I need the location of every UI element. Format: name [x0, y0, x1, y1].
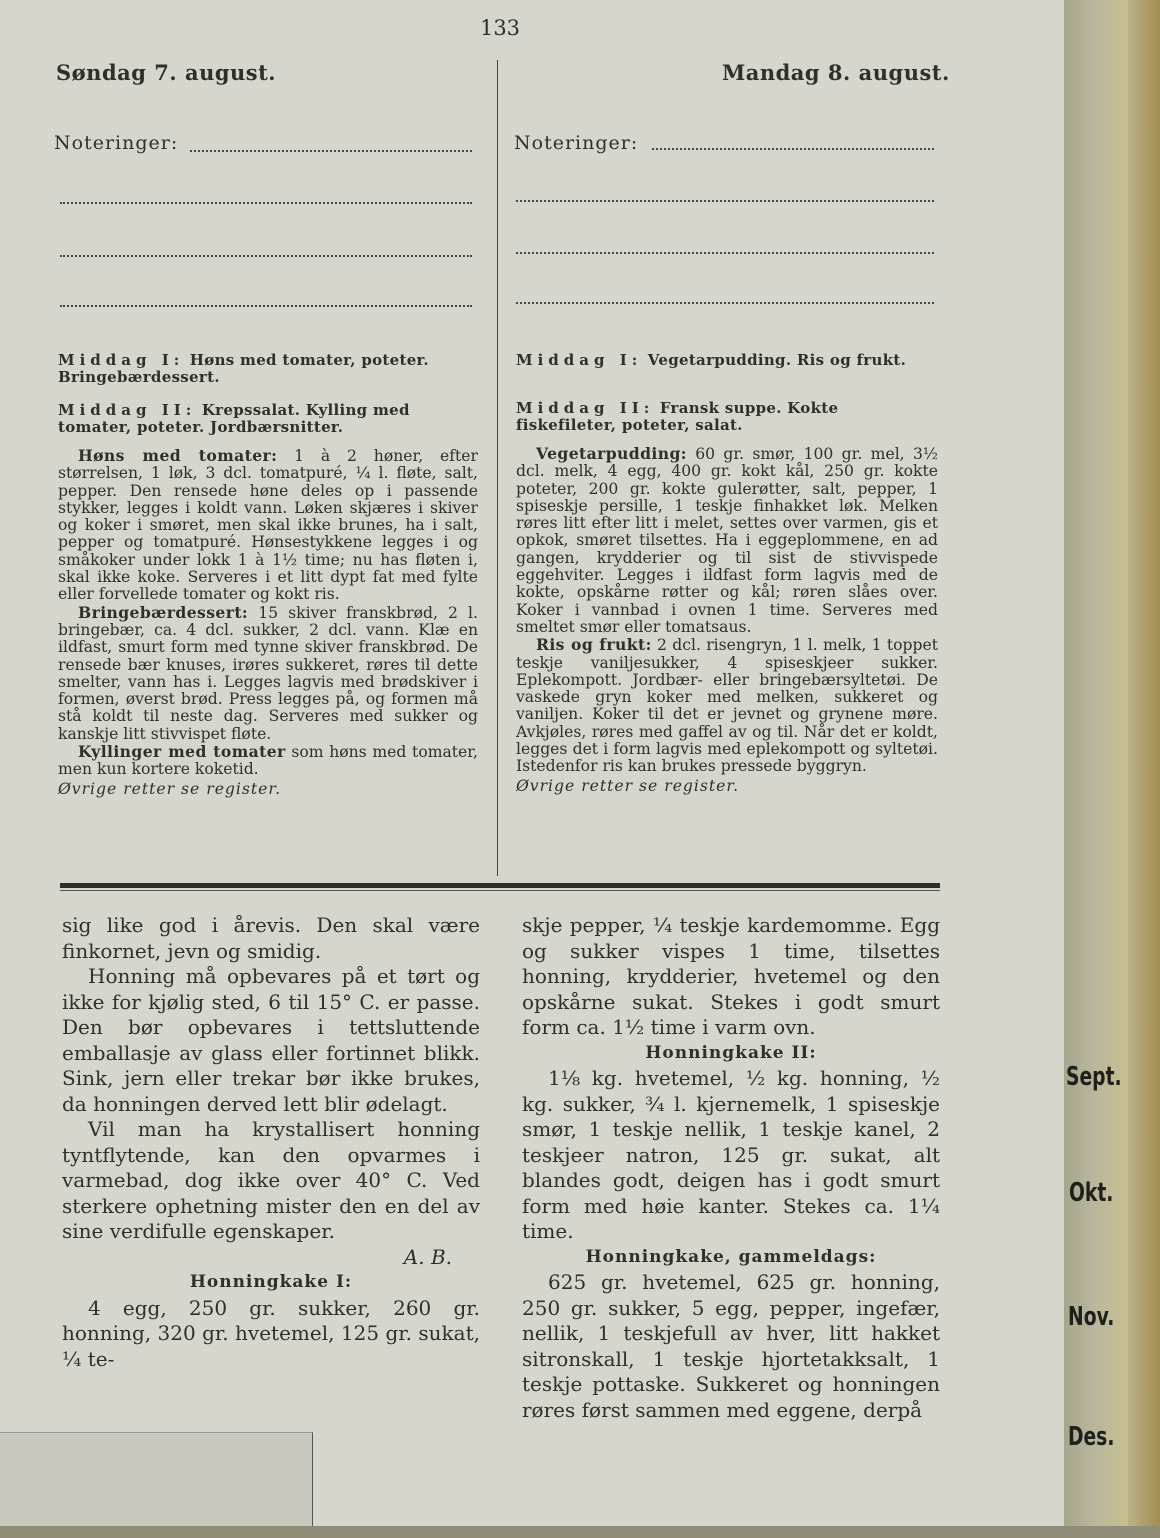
left-day-title: Søndag 7. august.	[56, 60, 277, 85]
middag-label: Middag I:	[516, 351, 643, 369]
recipe-vegetarpudding	[516, 445, 938, 636]
right-recipes	[516, 445, 938, 795]
right-middag-1	[516, 352, 938, 369]
paragraph: 4 egg, 250 gr. sukker, 260 gr. honning, 320 gr. hvetemel, 125 gr. sukat, ¼ te-	[62, 1295, 480, 1371]
recipe-text: som høns med tomater, men kun kortere koketid.	[58, 743, 478, 779]
tab-nov[interactable]: Nov.	[1068, 1302, 1115, 1332]
middag-label: Middag II:	[58, 401, 197, 419]
recipe-text: 1 à 2 høner, efter størrelsen, 1 løk, 3 dcl. tomatpuré, ¼ l. fløte, salt, pepper. Den rensede høne deles op i passende stykker, legges i koldt vann. Løken skjæres i skiver og koker i smøret, men skal ikke brunes, ha i salt, pepper og tomatpuré. Hønsestykkene legges i og småkoker under lokk 1 à 1½ time; nu has fløten i, skal ikke koke. Serveres i et litt dypt fat med fylte eller forvellede tomater og kokt ris.	[58, 447, 478, 604]
recipe-hons	[58, 447, 478, 604]
right-notes-label: Noteringer:	[514, 132, 639, 154]
middag-text: Krepssalat. Kylling med tomater, poteter. Jordbærsnitter.	[58, 401, 410, 436]
paragraph: Honning må opbevares på et tørt og ikke for kjølig sted, 6 til 15° C. er passe. Den bør opbevares i tettsluttende emballasje av glass eller fortinnet blikk. Sink, jern eller trekar bør ikke brukes, da honningen derved lett blir ødelagt.	[62, 964, 480, 1116]
left-recipes	[58, 447, 478, 798]
recipe-ris-og-frukt	[516, 636, 938, 775]
recipe-title: Ris og frukt:	[536, 635, 652, 655]
left-notes-line	[60, 255, 472, 257]
right-middag-2	[516, 400, 938, 434]
signature: A. B.	[403, 1244, 452, 1269]
recipe-text: 60 gr. smør, 100 gr. mel, 3½ dcl. melk, 4 egg, 400 gr. kokt kål, 250 gr. kokte poteter, 200 gr. kokte gulerøtter, salt, pepper, 1 spiseskje persille, 1 teskje finhakket løk. Melken røres litt efter litt i melet, settes over varmen, gis et opkok, smøret tilsettes. Ha i eggeplommene, en ad gangen, krydderier og til sist de stivvispede eggehviter. Legges i ildfast form lagvis med de kokte, opskårne røtter og kål; røren slåes over. Koker i vannbad i ovnen 1 time. Serveres med smeltet smør eller tomatsaus.	[516, 445, 938, 636]
section-divider-thin	[60, 890, 940, 891]
lower-right-column	[522, 913, 940, 1423]
bottom-edge	[0, 1526, 1160, 1538]
section-divider	[60, 883, 940, 888]
right-notes-line	[516, 302, 934, 304]
paragraph: 625 gr. hvetemel, 625 gr. honning, 250 gr. sukker, 5 egg, pepper, ingefær, nellik, 1 teskjefull av hver, litt hakket sitronskall, 1 teskje hjortetakksalt, 1 teskje pottaske. Sukkeret og honningen røres først sammen med eggene, derpå	[522, 1270, 940, 1422]
middag-text: Fransk suppe. Kokte fiskefileter, poteter, salat.	[516, 399, 839, 434]
right-notes-line	[516, 252, 934, 254]
paragraph: Vil man ha krystallisert honning tyntflytende, kan den opvarmes i varmebad, dog ikke over 40° C. Ved sterkere ophetning mister den en del av sine verdifulle egenskaper.	[62, 1117, 480, 1243]
column-divider	[497, 60, 498, 876]
tab-sept[interactable]: Sept.	[1066, 1062, 1122, 1092]
left-footer-note: Øvrige retter se register.	[58, 779, 282, 798]
recipe-kyllinger	[58, 743, 478, 779]
left-notes-line	[60, 305, 472, 307]
middag-text: Vegetarpudding. Ris og frukt.	[647, 351, 907, 369]
recipe-title: Bringebærdessert:	[78, 602, 249, 622]
right-day-title: Mandag 8. august.	[722, 60, 950, 85]
left-middag-2	[58, 402, 478, 436]
recipe-title: Vegetarpudding:	[536, 444, 687, 463]
right-footer-note: Øvrige retter se register.	[516, 776, 740, 795]
page-number: 133	[479, 16, 521, 40]
library-label-patch	[0, 1432, 313, 1527]
middag-text: Høns med tomater, poteter. Bringebærdessert.	[58, 351, 429, 386]
left-notes-label: Noteringer:	[54, 132, 179, 154]
recipe-title: Høns med tomater:	[78, 446, 278, 465]
recipe-text: 2 dcl. risengryn, 1 l. melk, 1 toppet teskje vaniljesukker, 4 spiseskjeer sukker. Eplekompott. Jordbær- eller bringebærsyltetøi. De vaskede gryn koker med melken, sukkeret og vaniljen. Koker til det er jevnet og grynene møre. Avkjøles, røres med gaffel av og til. Når det er koldt, legges det i form lagvis med eplekompott og syltetøi. Istedenfor ris kan brukes pressede byggryn.	[516, 636, 938, 776]
paragraph: skje pepper, ¼ teskje kardemomme. Egg og sukker vispes 1 time, tilsettes honning, krydderier, hvetemel og den opskårne sukat. Stekes i godt smurt form ca. 1½ time i varm ovn.	[522, 913, 940, 1039]
recipe-text: 15 skiver franskbrød, 2 l. bringebær, ca. 4 dcl. sukker, 2 dcl. vann. Klæ en ildfast, smurt form med tynne skiver franskbrød. De rensede bær knuses, irøres sukkeret, røres til dette smelter, vann has i. Legges lagvis med brødskiver i formen, øverst brød. Press legges på, og formen må stå koldt til neste dag. Serveres med sukker og kanskje litt stivvispet fløte.	[58, 603, 478, 743]
section-heading: Honningkake, gammeldags:	[585, 1246, 877, 1267]
left-notes-line	[60, 202, 472, 204]
page-edge-shadow	[1128, 0, 1160, 1538]
left-middag-1	[58, 352, 478, 386]
left-notes-line	[190, 150, 472, 152]
tab-okt[interactable]: Okt.	[1068, 1178, 1114, 1208]
paragraph: sig like god i årevis. Den skal være finkornet, jevn og smidig.	[62, 913, 480, 963]
recipe-bringebaer	[58, 604, 478, 743]
recipe-title: Kyllinger med tomater	[78, 742, 286, 762]
middag-label: Middag I:	[58, 351, 185, 369]
right-notes-line	[652, 148, 934, 150]
paragraph: 1⅛ kg. hvetemel, ½ kg. honning, ½ kg. sukker, ¾ l. kjernemelk, 1 spiseskje smør, 1 teskje nellik, 1 teskje kanel, 2 teskjeer natron, 125 gr. sukat, alt blandes godt, deigen has i godt smurt form med høie kanter. Stekes ca. 1¼ time.	[522, 1066, 940, 1243]
tab-des[interactable]: Des.	[1067, 1422, 1115, 1452]
middag-label: Middag II:	[516, 399, 655, 417]
section-heading: Honningkake I:	[189, 1272, 353, 1292]
lower-left-column	[62, 913, 480, 1372]
section-heading: Honningkake II:	[645, 1042, 817, 1063]
right-notes-line	[516, 200, 934, 202]
